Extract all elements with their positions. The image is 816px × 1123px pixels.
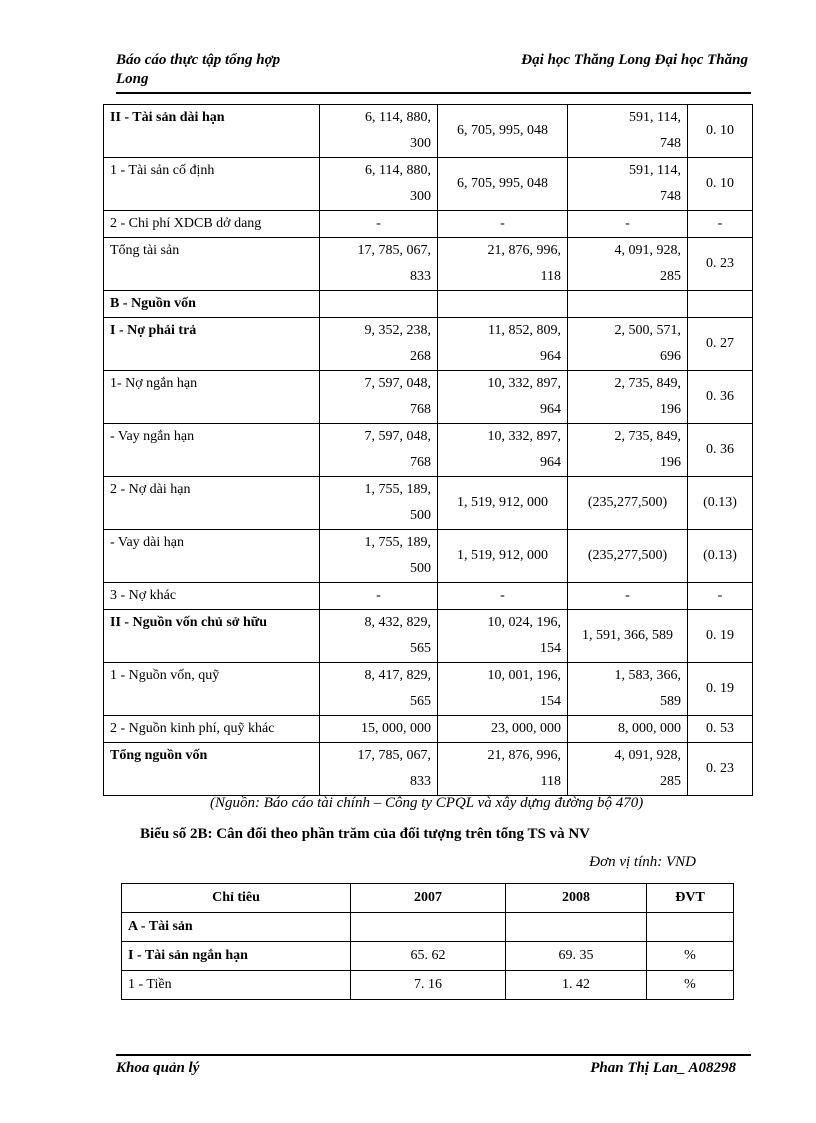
ratio-cell: - (688, 583, 753, 610)
value-cell-3 (568, 105, 688, 158)
footer-right: Phan Thị Lan_ A08298 (590, 1060, 736, 1076)
table-row (104, 583, 753, 610)
row-label: I - Tài sản ngắn hạn (122, 942, 351, 971)
row-label: - Vay dài hạn (104, 530, 320, 583)
table-row (104, 291, 753, 318)
value-cell-3 (568, 211, 688, 238)
value-line2: 748 (660, 136, 681, 151)
row-label: 1 - Nguồn vốn, quỹ (104, 663, 320, 716)
header-left-line1: Báo cáo thực tập tổng hợp (116, 52, 281, 68)
ratio-cell: 0. 23 (688, 743, 753, 796)
balance-table (103, 104, 753, 796)
value-cell-1 (320, 105, 438, 158)
value-cell-1 (320, 238, 438, 291)
table-row (104, 610, 753, 663)
value-unit (647, 913, 734, 942)
value-line1: 1, 755, 189, (364, 482, 431, 497)
value-line1: (235,277,500) (587, 548, 668, 563)
row-label: 1 - Tiền (122, 971, 351, 1000)
value-cell-2 (438, 291, 568, 318)
value-line1: - (376, 588, 381, 603)
row-label: 2 - Nợ dài hạn (104, 477, 320, 530)
table-row (122, 913, 734, 942)
value-line1: 10, 332, 897, (487, 376, 561, 391)
value-cell-3 (568, 371, 688, 424)
value-line2: 696 (660, 349, 681, 364)
value-line2: 196 (660, 455, 681, 470)
value-unit: % (647, 942, 734, 971)
value-line2: 285 (660, 774, 681, 789)
value-2008 (506, 913, 647, 942)
row-label: I - Nợ phải trả (104, 318, 320, 371)
row-label: 2 - Chi phí XDCB dở dang (104, 211, 320, 238)
value-line1: 6, 114, 880, (365, 163, 431, 178)
value-line1: 23, 000, 000 (491, 721, 561, 736)
percent-table-header (122, 884, 734, 913)
ratio-cell: 0. 19 (688, 610, 753, 663)
value-cell-3 (568, 530, 688, 583)
value-line2: 589 (660, 694, 681, 709)
row-label: 1- Nợ ngắn hạn (104, 371, 320, 424)
header-right: Đại học Thăng Long Đại học Thăng (521, 52, 748, 68)
table-row (104, 477, 753, 530)
value-line1: - (500, 216, 505, 231)
value-cell-2 (438, 238, 568, 291)
ratio-cell: 0. 53 (688, 716, 753, 743)
ratio-cell: 0. 27 (688, 318, 753, 371)
value-line1: 4, 091, 928, (614, 748, 681, 763)
value-cell-2 (438, 743, 568, 796)
value-line1: 6, 705, 995, 048 (457, 176, 548, 191)
header-2008: 2008 (506, 884, 647, 913)
value-line1: 2, 735, 849, (614, 376, 681, 391)
ratio-cell: (0.13) (688, 530, 753, 583)
value-line1: (235,277,500) (587, 495, 668, 510)
table-row (104, 663, 753, 716)
value-line2: 300 (410, 189, 431, 204)
ratio-cell: 0. 23 (688, 238, 753, 291)
value-line1: 7, 597, 048, (364, 376, 431, 391)
value-line1: - (376, 216, 381, 231)
row-label: - Vay ngắn hạn (104, 424, 320, 477)
value-line1: 7, 597, 048, (364, 429, 431, 444)
value-line1: 15, 000, 000 (361, 721, 431, 736)
value-line2: 154 (540, 641, 561, 656)
value-line2: 833 (410, 269, 431, 284)
header-left (116, 51, 280, 89)
value-line2: 768 (410, 402, 431, 417)
value-line2: 500 (410, 508, 431, 523)
value-line1: 1, 755, 189, (364, 535, 431, 550)
value-line2: 118 (540, 269, 561, 284)
header-indicator: Chỉ tiêu (122, 884, 351, 913)
value-cell-3 (568, 158, 688, 211)
header-left-line2: Long (116, 71, 149, 87)
value-line1: 21, 876, 996, (487, 243, 561, 258)
value-2007 (351, 913, 506, 942)
value-line2: 196 (660, 402, 681, 417)
table-row (104, 530, 753, 583)
value-cell-1 (320, 610, 438, 663)
row-label: Tổng nguồn vốn (104, 743, 320, 796)
table-row (104, 105, 753, 158)
value-line1: 17, 785, 067, (357, 748, 431, 763)
table-row (104, 371, 753, 424)
value-cell-3 (568, 610, 688, 663)
value-line2: 118 (540, 774, 561, 789)
header-divider (116, 92, 751, 94)
value-2007: 7. 16 (351, 971, 506, 1000)
value-cell-2 (438, 530, 568, 583)
balance-table-body (104, 105, 753, 796)
value-line2: 964 (540, 402, 561, 417)
ratio-cell: (0.13) (688, 477, 753, 530)
value-line1: 591, 114, (629, 110, 681, 125)
value-cell-3 (568, 238, 688, 291)
source-note: (Nguồn: Báo cáo tài chính – Công ty CPQL và xây dựng đường bộ 470) (210, 795, 644, 811)
row-label: 1 - Tài sản cố định (104, 158, 320, 211)
table-row (122, 942, 734, 971)
value-line2: 285 (660, 269, 681, 284)
value-cell-2 (438, 583, 568, 610)
table-row (122, 971, 734, 1000)
value-line2: 768 (410, 455, 431, 470)
value-line1: - (625, 588, 630, 603)
value-cell-1 (320, 424, 438, 477)
table-row (104, 716, 753, 743)
value-cell-3 (568, 291, 688, 318)
value-line1: 2, 735, 849, (614, 429, 681, 444)
value-cell-2 (438, 610, 568, 663)
value-cell-1 (320, 477, 438, 530)
value-line1: 17, 785, 067, (357, 243, 431, 258)
value-cell-1 (320, 158, 438, 211)
value-unit: % (647, 971, 734, 1000)
table-row (104, 743, 753, 796)
value-2007: 65. 62 (351, 942, 506, 971)
row-label: II - Tài sản dài hạn (104, 105, 320, 158)
section-title: Biểu số 2B: Cân đối theo phần trăm của đối tượng trên tổng TS và NV (140, 826, 590, 842)
value-cell-2 (438, 663, 568, 716)
percent-table-body (122, 913, 734, 1000)
value-cell-1 (320, 291, 438, 318)
table-row (104, 318, 753, 371)
value-line2: 268 (410, 349, 431, 364)
value-line1: 6, 705, 995, 048 (457, 123, 548, 138)
value-line1: 8, 417, 829, (364, 668, 431, 683)
value-2008: 1. 42 (506, 971, 647, 1000)
ratio-cell: 0. 36 (688, 424, 753, 477)
unit-note: Đơn vị tính: VND (589, 854, 696, 870)
value-line1: 11, 852, 809, (488, 323, 561, 338)
footer-divider (116, 1054, 751, 1056)
value-cell-3 (568, 583, 688, 610)
value-cell-3 (568, 663, 688, 716)
value-2008: 69. 35 (506, 942, 647, 971)
value-line1: 1, 583, 366, (614, 668, 681, 683)
table-row (104, 211, 753, 238)
value-line1: 6, 114, 880, (365, 110, 431, 125)
value-cell-1 (320, 371, 438, 424)
value-line2: 964 (540, 349, 561, 364)
value-line2: 833 (410, 774, 431, 789)
value-cell-3 (568, 477, 688, 530)
value-line2: 154 (540, 694, 561, 709)
value-line2: 565 (410, 641, 431, 656)
value-line2: 500 (410, 561, 431, 576)
table-row (104, 238, 753, 291)
value-line2: 300 (410, 136, 431, 151)
value-line1: 2, 500, 571, (614, 323, 681, 338)
value-cell-1 (320, 530, 438, 583)
ratio-cell (688, 291, 753, 318)
value-line1: 10, 332, 897, (487, 429, 561, 444)
footer-left: Khoa quản lý (116, 1060, 200, 1076)
value-line1: 10, 001, 196, (487, 668, 561, 683)
value-line2: 565 (410, 694, 431, 709)
value-line1: 1, 591, 366, 589 (582, 628, 673, 643)
value-cell-2 (438, 371, 568, 424)
row-label: 3 - Nợ khác (104, 583, 320, 610)
value-cell-2 (438, 105, 568, 158)
value-cell-2 (438, 716, 568, 743)
value-cell-3 (568, 743, 688, 796)
ratio-cell: - (688, 211, 753, 238)
value-line1: 4, 091, 928, (614, 243, 681, 258)
value-cell-1 (320, 211, 438, 238)
value-line1: 10, 024, 196, (487, 615, 561, 630)
ratio-cell: 0. 19 (688, 663, 753, 716)
table-row (104, 158, 753, 211)
value-line1: 8, 000, 000 (618, 721, 681, 736)
row-label: II - Nguồn vốn chủ sở hữu (104, 610, 320, 663)
value-line1: - (500, 588, 505, 603)
value-cell-1 (320, 716, 438, 743)
value-line1: 1, 519, 912, 000 (457, 495, 548, 510)
value-cell-2 (438, 477, 568, 530)
value-line1: - (625, 216, 630, 231)
row-label: Tổng tài sản (104, 238, 320, 291)
value-cell-2 (438, 158, 568, 211)
value-cell-3 (568, 424, 688, 477)
value-cell-2 (438, 424, 568, 477)
value-line2: 748 (660, 189, 681, 204)
value-cell-1 (320, 318, 438, 371)
value-line1: 8, 432, 829, (364, 615, 431, 630)
value-cell-1 (320, 583, 438, 610)
header-unit: ĐVT (647, 884, 734, 913)
value-line1: 591, 114, (629, 163, 681, 178)
value-cell-1 (320, 743, 438, 796)
row-label: B - Nguồn vốn (104, 291, 320, 318)
value-cell-2 (438, 318, 568, 371)
value-cell-2 (438, 211, 568, 238)
row-label: 2 - Nguồn kinh phí, quỹ khác (104, 716, 320, 743)
value-line2: 964 (540, 455, 561, 470)
row-label: A - Tài sản (122, 913, 351, 942)
value-line1: 9, 352, 238, (364, 323, 431, 338)
table-row (104, 424, 753, 477)
value-cell-3 (568, 318, 688, 371)
value-line1: 1, 519, 912, 000 (457, 548, 548, 563)
ratio-cell: 0. 10 (688, 158, 753, 211)
value-line1: 21, 876, 996, (487, 748, 561, 763)
ratio-cell: 0. 36 (688, 371, 753, 424)
header-2007: 2007 (351, 884, 506, 913)
percent-table (121, 883, 734, 1000)
ratio-cell: 0. 10 (688, 105, 753, 158)
value-cell-1 (320, 663, 438, 716)
value-cell-3 (568, 716, 688, 743)
